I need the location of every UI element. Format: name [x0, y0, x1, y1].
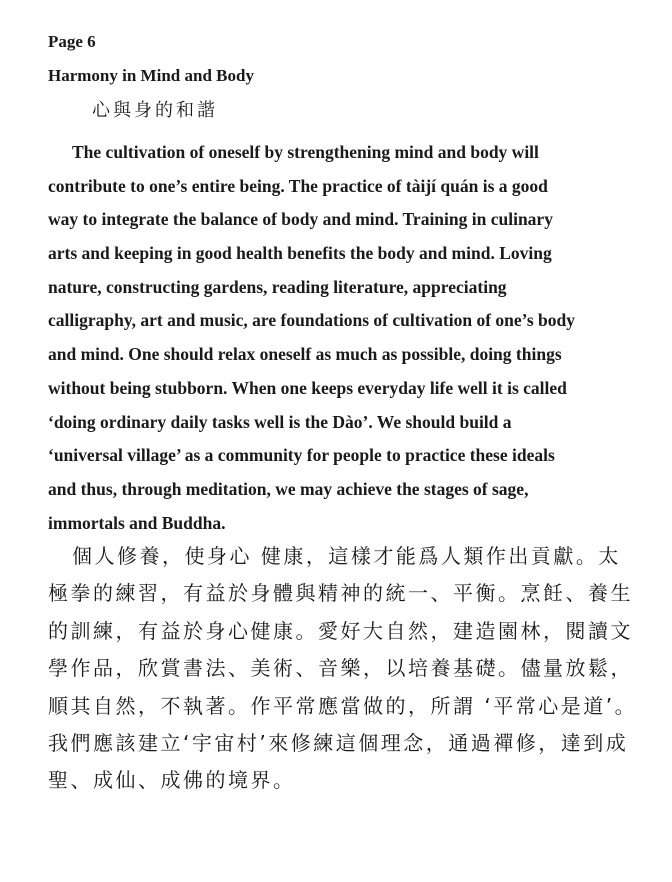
text-line: calligraphy, art and music, are foundations of cultivation of one’s body — [48, 310, 575, 331]
text-line: contribute to one’s entire being. The practice of tàijí quán is a good — [48, 175, 548, 196]
page-number: Page 6 — [48, 32, 96, 51]
page-title-chinese: 心與身的和諧 — [92, 100, 218, 121]
text-line: 極拳的練習，有益於身體與精神的統一、平衡。烹飪、養生 — [48, 581, 633, 606]
text-line: arts and keeping in good health benefits the body and mind. Loving — [48, 243, 552, 264]
english-paragraph — [48, 136, 648, 540]
text-line: 學作品，欣賞書法、美術、音樂，以培養基礎。儘量放鬆， — [48, 656, 633, 681]
text-line: 順其自然，不執著。作平常應當做的，所謂 ‘平常心是道’。 — [48, 693, 638, 718]
text-line: and mind. One should relax oneself as much as possible, doing things — [48, 344, 562, 365]
text-line: 我們應該建立‘宇宙村’來修練這個理念，通過禪修，達到成 — [48, 730, 629, 755]
text-line: immortals and Buddha. — [48, 512, 226, 533]
text-line: way to integrate the balance of body and mind. Training in culinary — [48, 209, 553, 230]
text-line: 的訓練，有益於身心健康。愛好大自然，建造園林，閱讀文 — [48, 618, 633, 643]
text-line: without being stubborn. When one keeps everyday life well it is called — [48, 377, 567, 398]
text-line: 聖、成仙、成佛的境界。 — [48, 768, 296, 793]
text-line: ‘universal village’ as a community for people to practice these ideals — [48, 445, 555, 466]
page-title: Harmony in Mind and Body — [48, 66, 254, 85]
text-line: ‘doing ordinary daily tasks well is the Dào’. We should build a — [48, 411, 512, 432]
text-line: nature, constructing gardens, reading literature, appreciating — [48, 276, 507, 297]
text-line: The cultivation of oneself by strengthening mind and body will — [72, 142, 539, 162]
text-line: and thus, through meditation, we may achieve the stages of sage, — [48, 478, 529, 499]
chinese-paragraph — [48, 538, 668, 800]
text-line: 個人修養，使身心 健康，這樣才能爲人類作出貢獻。太 — [72, 544, 621, 568]
